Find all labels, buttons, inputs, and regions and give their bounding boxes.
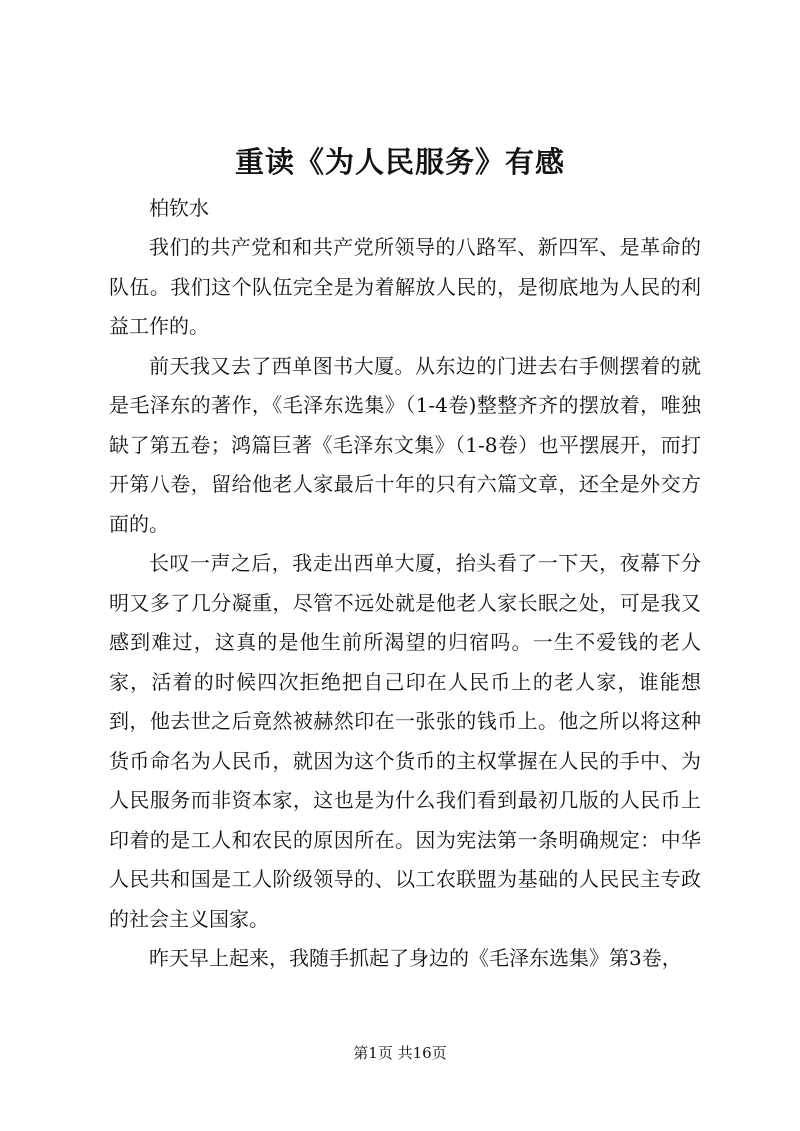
paragraph: 我们的共产党和和共产党所领导的八路军、新四军、是革命的队伍。我们这个队伍完全是为着解放人民的，是彻底地为人民的利益工作的。 <box>109 235 701 338</box>
paragraph: 昨天早上起来，我随手抓起了身边的《毛泽东选集》第3卷， <box>149 946 682 970</box>
author-name: 柏钦水 <box>149 196 209 220</box>
paragraph: 长叹一声之后，我走出西单大厦，抬头看了一下天，夜幕下分明又多了几分凝重，尽管不远处就是他老人家长眠之处，可是我又感到难过，这真的是他生前所渴望的归宿吗。一生不爱钱的老人家，活着的时候四次拒绝把自己印在人民币上的老人家，谁能想到，他去世之后竟然被赫然印在一张张的钱币上。他之所以将这种货币命名为人民币，就因为这个货币的主权掌握在人民的手中、为人民服务而非资本家，这也是为什么我们看到最初几版的人民币上印着的是工人和农民的原因所在。因为宪法第一条明确规定：中华人民共和国是工人阶级领导的、以工农联盟为基础的人民民主专政的社会主义国家。 <box>109 551 701 931</box>
document-title: 重读《为人民服务》有感 <box>234 145 565 179</box>
document-body <box>109 228 701 979</box>
paragraph: 前天我又去了西单图书大厦。从东边的门进去右手侧摆着的就是毛泽东的著作，《毛泽东选集》（1-4卷)整整齐齐的摆放着，唯独缺了第五卷；鸿篇巨著《毛泽东文集》（1-8卷）也平摆展开，而打开第八卷，留给他老人家最后十年的只有六篇文章，还全是外交方面的。 <box>109 353 701 536</box>
page-footer: 第1页 共16页 <box>353 1044 447 1062</box>
